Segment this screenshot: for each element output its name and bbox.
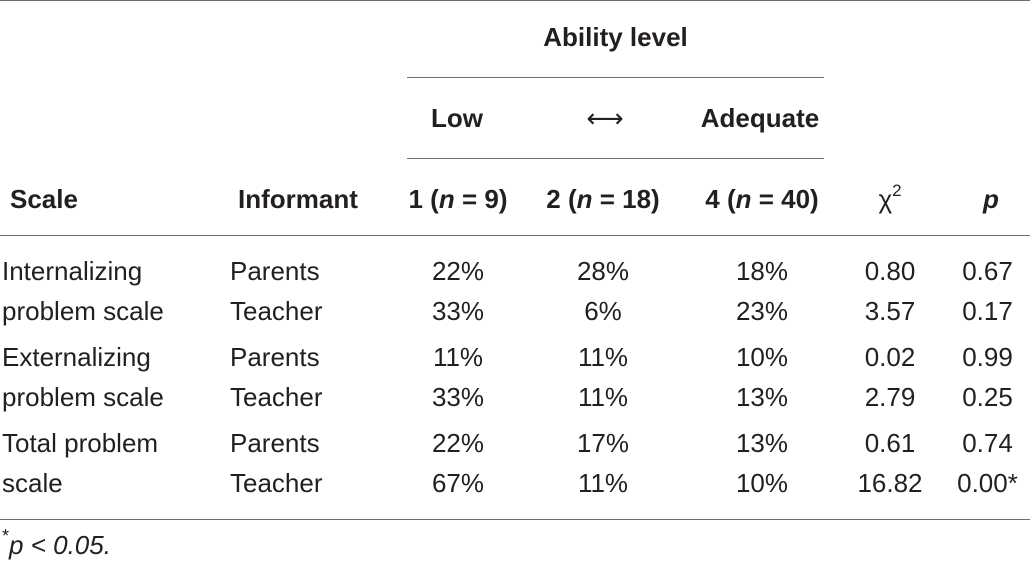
double-arrow-icon: ⟷ xyxy=(586,103,624,133)
cell-g2: 11% xyxy=(577,382,629,412)
cell-p: 0.74 xyxy=(962,428,1013,458)
subheader-low: Low xyxy=(431,103,483,133)
cell-chi2: 3.57 xyxy=(864,296,916,326)
subheader-underline xyxy=(407,158,824,159)
footnote: *p < 0.05. xyxy=(2,526,111,560)
cell-chi2: 16.82 xyxy=(857,468,923,498)
cell-p: 0.99 xyxy=(962,342,1013,372)
cell-chi2: 0.80 xyxy=(864,256,916,286)
cell-g4: 18% xyxy=(735,256,789,286)
cell-g4: 13% xyxy=(735,382,789,412)
table-bottom-rule xyxy=(0,519,1030,520)
column-header-scale: Scale xyxy=(10,184,78,214)
column-header-p: p xyxy=(983,184,999,214)
column-header-group4: 4 (n = 40) xyxy=(705,184,819,214)
cell-g2: 6% xyxy=(584,296,622,326)
cell-informant: Parents xyxy=(230,428,320,458)
column-header-group1: 1 (n = 9) xyxy=(408,184,508,214)
cell-informant: Parents xyxy=(230,342,320,372)
ability-level-underline xyxy=(407,77,824,78)
ability-level-header: Ability level xyxy=(543,22,688,52)
cell-g4: 10% xyxy=(735,468,789,498)
header-bottom-rule xyxy=(0,235,1030,236)
cell-p: 0.25 xyxy=(962,382,1013,412)
cell-g4: 10% xyxy=(735,342,789,372)
cell-scale: problem scale xyxy=(2,382,164,412)
column-header-chi-square: $\chi^2$ xyxy=(878,181,902,214)
cell-g1: 22% xyxy=(431,428,485,458)
cell-g2: 11% xyxy=(577,342,629,372)
cell-g4: 13% xyxy=(735,428,789,458)
cell-chi2: 0.02 xyxy=(864,342,916,372)
cell-g2: 11% xyxy=(577,468,629,498)
cell-g2: 28% xyxy=(576,256,630,286)
cell-informant: Teacher xyxy=(230,468,323,498)
cell-g1: 11% xyxy=(432,342,484,372)
subheader-adequate: Adequate xyxy=(700,103,820,133)
top-rule xyxy=(0,0,1030,1)
cell-chi2: 0.61 xyxy=(864,428,916,458)
column-header-group2: 2 (n = 18) xyxy=(546,184,660,214)
cell-scale: Externalizing xyxy=(2,342,151,372)
cell-chi2: 2.79 xyxy=(864,382,916,412)
cell-scale: Total problem xyxy=(2,428,159,458)
cell-g4: 23% xyxy=(735,296,789,326)
cell-g1: 33% xyxy=(431,296,485,326)
cell-informant: Parents xyxy=(230,256,320,286)
cell-informant: Teacher xyxy=(230,296,323,326)
cell-p: 0.17 xyxy=(962,296,1013,326)
cell-g1: 22% xyxy=(431,256,485,286)
cell-g1: 33% xyxy=(431,382,485,412)
cell-p: 0.00* xyxy=(957,468,1018,498)
cell-scale: Internalizing xyxy=(2,256,143,286)
cell-informant: Teacher xyxy=(230,382,323,412)
cell-scale: problem scale xyxy=(2,296,164,326)
cell-p: 0.67 xyxy=(962,256,1013,286)
cell-g1: 67% xyxy=(431,468,485,498)
column-header-informant: Informant xyxy=(238,184,358,214)
cell-g2: 17% xyxy=(576,428,630,458)
cell-scale: scale xyxy=(2,468,63,498)
